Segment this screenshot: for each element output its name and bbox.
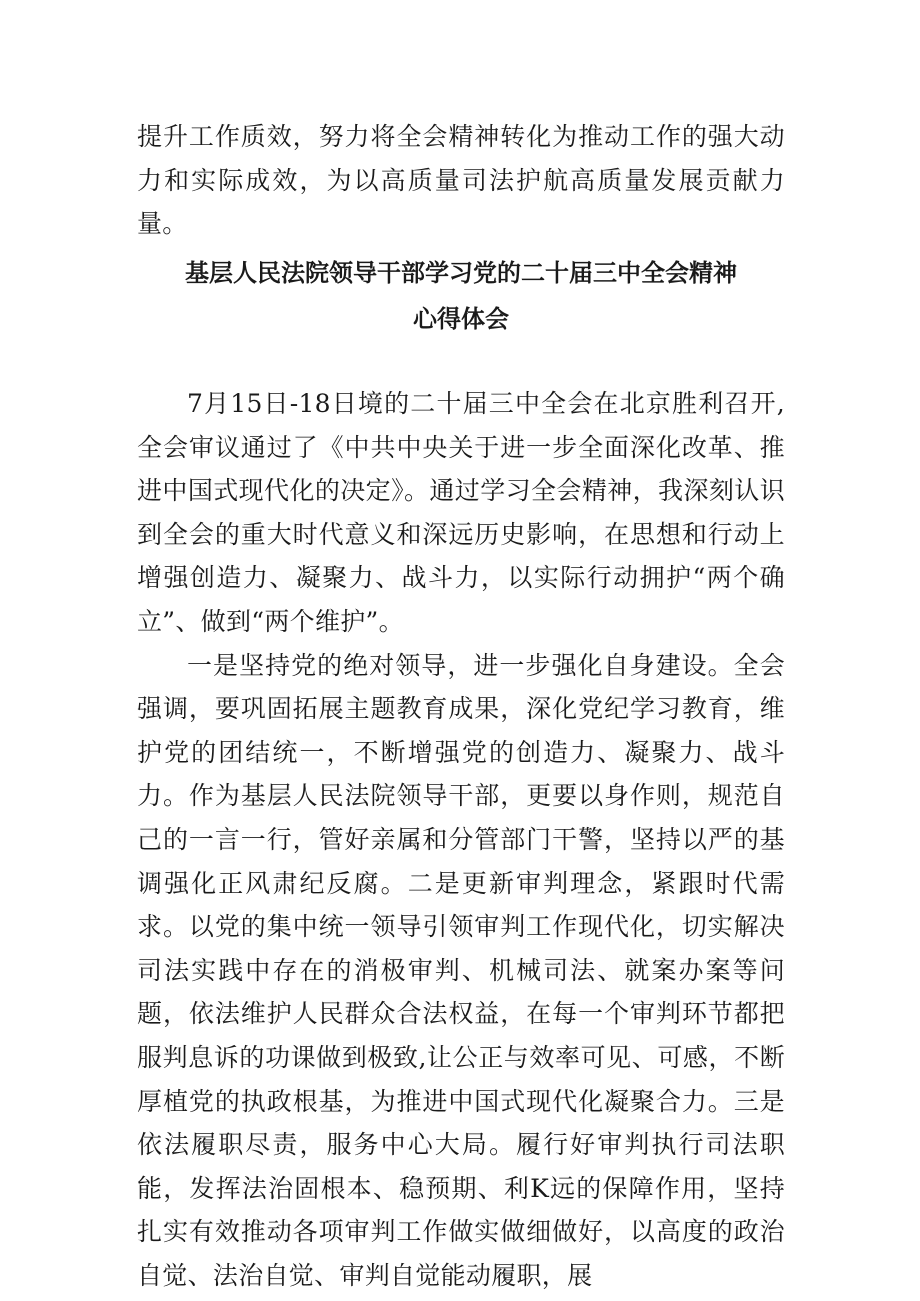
paragraph-intro: 7月15日-18日境的二十届三中全会在北京胜利召开,全会审议通过了《中共中央关于进一步全面深化改革、推进中国式现代化的决定》。通过学习全会精神，我深刻认识到全会的重大时代意义和深远历史影响，在思想和行动上增强创造力、凝聚力、战斗力，以实际行动拥护“两个确立”、做到“两个维护”。: [137, 389, 785, 636]
title-line-2: 心得体会: [413, 305, 509, 333]
carryover-paragraph: 提升工作质效，努力将全会精神转化为推动工作的强大动力和实际成效，为以高质量司法护航高质量发展贡献力量。: [137, 122, 785, 239]
title-line-1: 基层人民法院领导干部学习党的二十届三中全会精神: [185, 259, 737, 287]
document-body: [137, 382, 785, 1297]
document-title: [137, 250, 785, 342]
paragraph-points: 一是坚持党的绝对领导，进一步强化自身建设。全会强调，要巩固拓展主题教育成果，深化党纪学习教育，维护党的团结统一，不断增强党的创造力、凝聚力、战斗力。作为基层人民法院领导干部，更要以身作则，规范自己的一言一行，管好亲属和分管部门干警，坚持以严的基调强化正风肃纪反腐。二是更新审判理念，紧跟时代需求。以党的集中统一领导引领审判工作现代化，切实解决司法实践中存在的消极审判、机械司法、就案办案等问题，依法维护人民群众合法权益，在每一个审判环节都把服判息诉的功课做到极致,让公正与效率可见、可感，不断厚植党的执政根基，为推进中国式现代化凝聚合力。三是依法履职尽责，服务中心大局。履行好审判执行司法职能，发挥法治固根本、稳预期、利K远的保障作用，坚持扎实有效推动各项审判工作做实做细做好，以高度的政治自觉、法治自觉、审判自觉能动履职，展: [137, 650, 785, 1290]
